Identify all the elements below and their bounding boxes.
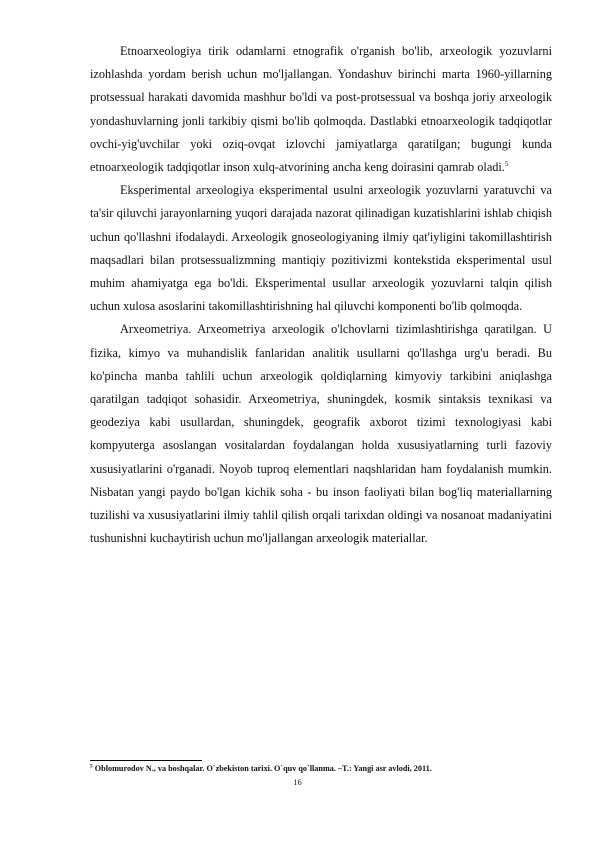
footnote [90, 764, 560, 774]
footnote-number: 5 [90, 763, 93, 770]
paragraph-experimental-archaeology [90, 179, 552, 318]
paragraph-ethnoarchaeology [90, 40, 552, 179]
paragraph-archaeometry [90, 318, 552, 550]
footnote-reference[interactable]: 5 [504, 159, 509, 168]
footnote-text: Oblomurodov N., va boshqalar. O`zbekiston tarixi. O`quv qo`llanma. –T.: Yangi asr avlodi, 2011. [94, 764, 432, 773]
document-body [90, 40, 552, 550]
paragraph-text: Eksperimental arxeologiya eksperimental usulni arxeologik yozuvlarni yaratuvchi va ta'sir qiluvchi jarayonlarning yuqori darajada nazorat qilinadigan kuzatishlarini ishlab chiqish uchun qo'llashni ifodalaydi. Arxeologik gnoseologiyaning ilmiy qat'iyligini takomillashtirish maqsadlari bilan protsessualizmning mantiqiy pozitivizmi kontekstida eksperimental usul muhim ahamiyatga ega bo'ldi. Eksperimental usullar arxeologik yozuvlarni talqin qilish uchun xulosa asoslarini takomillashtirishning hal qiluvchi komponenti bo'lib qolmoqda. [90, 183, 552, 314]
page-number: 16 [293, 777, 302, 787]
paragraph-text: Etnoarxeologiya tirik odamlarni etnografik o'rganish bo'lib, arxeologik yozuvlarni izohlashda yordam berish uchun mo'ljallangan. Yondashuv birinchi marta 1960-yillarning protsessual harakati davomida mashhur bo'ldi va post-protsessual va boshqa joriy arxeologik yondashuvlarning jonli tarkibiy qismi bo'lib qolmoqda. Dastlabki etnoarxeologik tadqiqotlar ovchi-yig'uvchilar yoki oziq-ovqat izlovchi jamiyatlarga qaratilgan; bugungi kunda etnoarxeologik tadqiqotlar inson xulq-atvorining ancha keng doirasini qamrab oladi. [90, 44, 552, 175]
footnote-separator [90, 760, 202, 761]
paragraph-text: Arxeometriya. Arxeometriya arxeologik o'lchovlarni tizimlashtirishga qaratilgan. U fizika, kimyo va muhandislik fanlaridan analitik usullarni qo'llashga urg'u beradi. Bu ko'pincha manba tahlili uchun arxeologik qoldiqlarning kimyoviy tarkibini aniqlashga qaratilgan tadqiqot sohasidir. Arxeometriya, shuningdek, kosmik sintaksis texnikasi va geodeziya kabi usullardan, shuningdek, geografik axborot tizimi texnologiyasi kabi kompyuterga asoslangan vositalardan foydalangan holda xususiyatlarning turli fazoviy xususiyatlarini o'rganadi. Noyob tuproq elementlari naqshlaridan ham foydalanish mumkin. Nisbatan yangi paydo bo'lgan kichik soha - bu inson faoliyati bilan bog'liq materiallarning tuzilishi va xususiyatlarini ilmiy tahlil qilish orqali tarixdan oldingi va nosanoat madaniyatini tushunishni kuchaytirish uchun mo'ljallangan arxeologik materiallar. [90, 322, 552, 546]
